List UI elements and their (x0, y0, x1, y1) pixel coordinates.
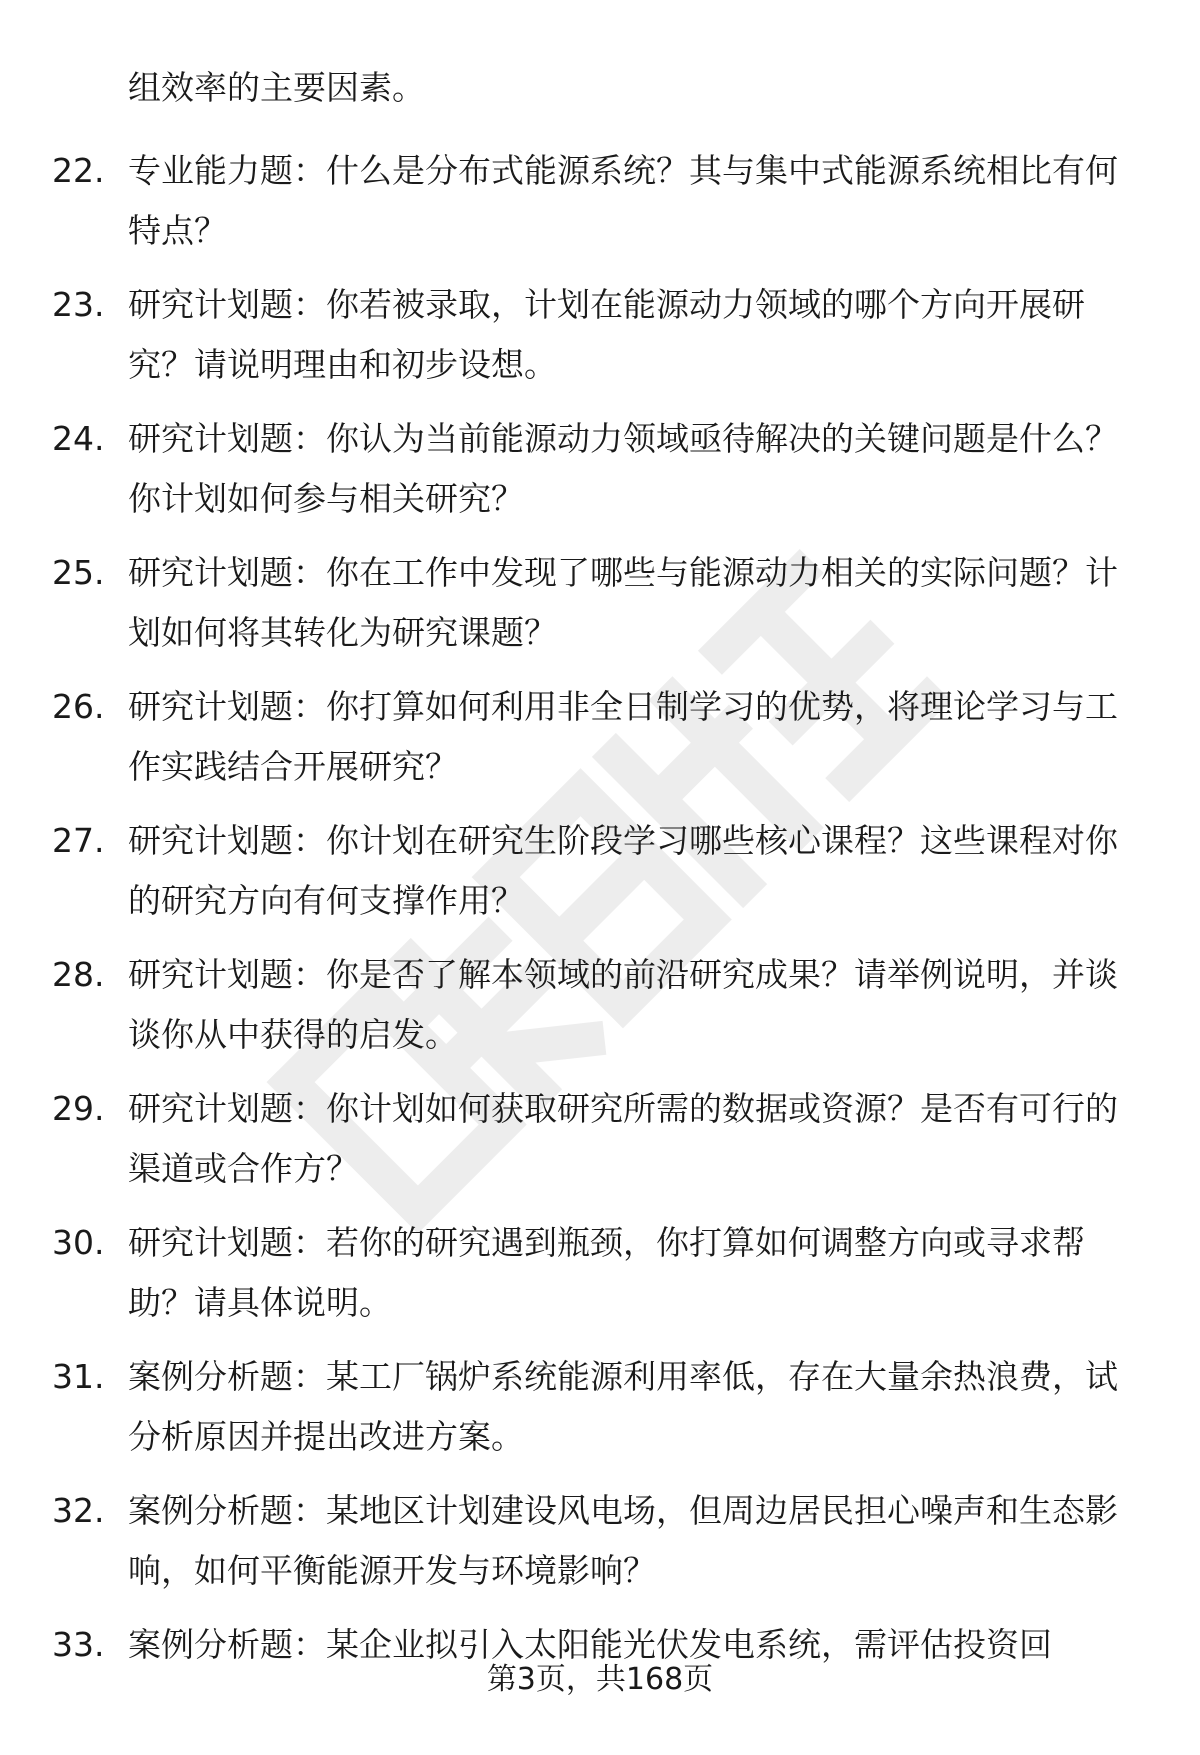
list-item (0, 409, 1200, 543)
question-number: 25. (52, 553, 105, 592)
question-list (0, 141, 1200, 1749)
list-item (0, 811, 1200, 945)
question-text: 研究计划题：你若被录取，计划在能源动力领域的哪个方向开展研究？请说明理由和初步设想。 (128, 285, 1085, 384)
question-number: 23. (52, 285, 105, 324)
list-item (0, 141, 1200, 275)
list-item (0, 677, 1200, 811)
question-number: 24. (52, 419, 105, 458)
list-item (0, 275, 1200, 409)
continuation-text: 组效率的主要因素。 (128, 68, 425, 107)
question-text: 研究计划题：你是否了解本领域的前沿研究成果？请举例说明，并谈谈你从中获得的启发。 (128, 955, 1118, 1054)
question-text: 专业能力题：什么是分布式能源系统？其与集中式能源系统相比有何特点？ (128, 151, 1118, 250)
question-number: 22. (52, 151, 105, 190)
question-number: 26. (52, 687, 105, 726)
list-item (0, 1079, 1200, 1213)
list-item (0, 945, 1200, 1079)
question-text: 案例分析题：某企业拟引入太阳能光伏发电系统，需评估投资回 (128, 1625, 1052, 1664)
question-number: 27. (52, 821, 105, 860)
question-number: 29. (52, 1089, 105, 1128)
page-footer: 第3页，共168页 (486, 1662, 714, 1697)
question-text: 案例分析题：某工厂锅炉系统能源利用率低，存在大量余热浪费，试分析原因并提出改进方案。 (128, 1357, 1118, 1456)
question-number: 30. (52, 1223, 105, 1262)
question-text: 研究计划题：若你的研究遇到瓶颈，你打算如何调整方向或寻求帮助？请具体说明。 (128, 1223, 1085, 1322)
question-number: 31. (52, 1357, 105, 1396)
list-item (0, 1481, 1200, 1615)
question-text: 研究计划题：你在工作中发现了哪些与能源动力相关的实际问题？计划如何将其转化为研究课题？ (128, 553, 1118, 652)
question-number: 32. (52, 1491, 105, 1530)
question-text: 案例分析题：某地区计划建设风电场，但周边居民担心噪声和生态影响，如何平衡能源开发与环境影响？ (128, 1491, 1118, 1590)
list-item (0, 1347, 1200, 1481)
question-text: 研究计划题：你计划如何获取研究所需的数据或资源？是否有可行的渠道或合作方？ (128, 1089, 1118, 1188)
question-text: 研究计划题：你认为当前能源动力领域亟待解决的关键问题是什么？你计划如何参与相关研究？ (128, 419, 1118, 518)
question-number: 33. (52, 1625, 105, 1664)
list-item (0, 543, 1200, 677)
question-text: 研究计划题：你计划在研究生阶段学习哪些核心课程？这些课程对你的研究方向有何支撑作用？ (128, 821, 1118, 920)
question-text: 研究计划题：你打算如何利用非全日制学习的优势，将理论学习与工作实践结合开展研究？ (128, 687, 1118, 786)
list-item (0, 1213, 1200, 1347)
question-number: 28. (52, 955, 105, 994)
